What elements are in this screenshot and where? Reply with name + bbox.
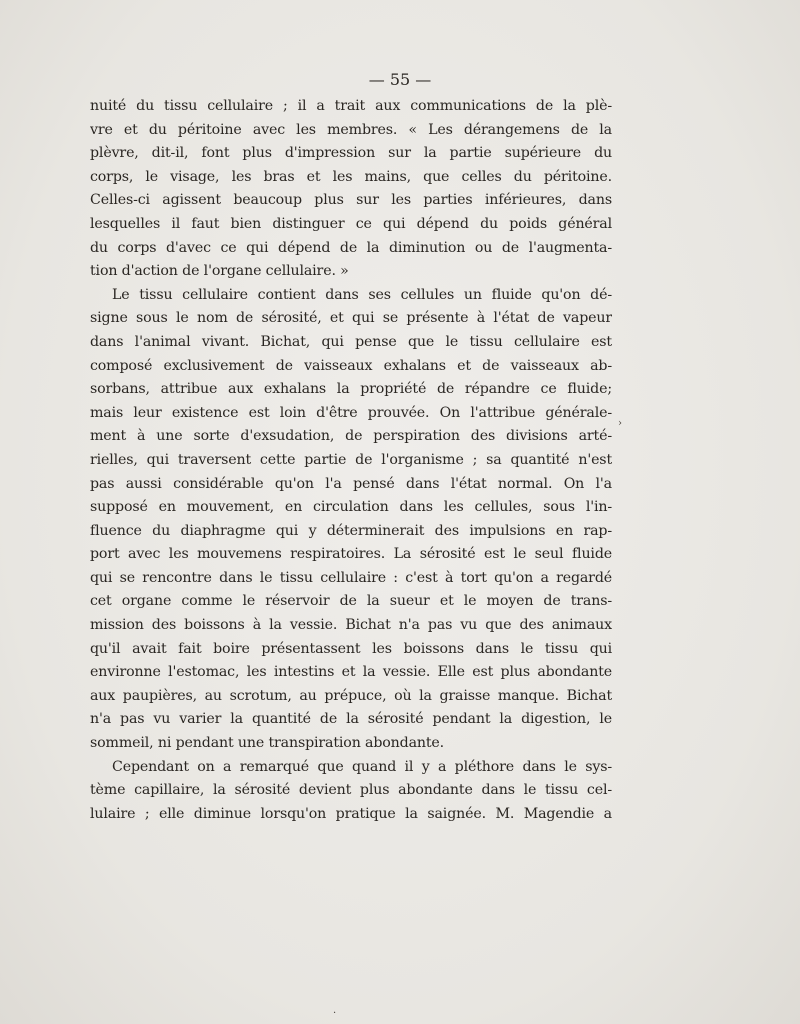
text-line: vre et du péritoine avec les membres. « Les dérangemens de la [90,121,612,138]
text-line: corps, le visage, les bras et les mains, que celles du péritoine. [90,168,612,185]
text-line: tion d'action de l'organe cellulaire. » [90,263,349,280]
text-line: mission des boissons à la vessie. Bichat n'a pas vu que des animaux [90,617,612,634]
text-line: lesquelles il faut bien distinguer ce qui dépend du poids général [90,215,612,232]
text-line: fluence du diaphragme qui y déterminerait des impulsions en rap- [90,522,612,539]
margin-mark: › [618,418,622,429]
paper-speck: · [333,1008,337,1019]
text-line: composé exclusivement de vaisseaux exhalans et de vaisseaux ab- [90,357,612,374]
text-line: dans l'animal vivant. Bichat, qui pense que le tissu cellulaire est [90,333,612,350]
text-line: rielles, qui traversent cette partie de l'organisme ; sa quantité n'est [90,451,612,468]
text-line: supposé en mouvement, en circulation dans les cellules, sous l'in- [90,499,612,516]
text-line: nuité du tissu cellulaire ; il a trait aux communications de la plè- [90,98,612,114]
text-line: cet organe comme le réservoir de la sueur et le moyen de trans- [90,593,612,610]
text-line: plèvre, dit-il, font plus d'impression sur la partie supérieure du [90,145,612,162]
text-line: mais leur existence est loin d'être prouvée. On l'attribue générale- [90,404,612,421]
text-line: signe sous le nom de sérosité, et qui se présente à l'état de vapeur [90,310,612,327]
text-line: port avec les mouvemens respiratoires. La sérosité est le seul fluide [90,546,612,563]
text-line: Cependant on a remarqué que quand il y a pléthore dans le sys- [112,758,612,775]
text-line: environne l'estomac, les intestins et la vessie. Elle est plus abondante [90,664,612,681]
text-line: qui se rencontre dans le tissu cellulaire : c'est à tort qu'on a regardé [90,569,612,586]
text-line: sommeil, ni pendant une transpiration abondante. [90,735,445,752]
text-line: du corps d'avec ce qui dépend de la diminution ou de l'augmenta- [90,239,612,256]
text-line: tème capillaire, la sérosité devient plus abondante dans le tissu cel- [90,782,612,799]
body-text [90,95,612,826]
text-line: n'a pas vu varier la quantité de la sérosité pendant la digestion, le [90,711,612,728]
text-line: ment à une sorte d'exsudation, de perspiration des divisions arté- [90,428,612,445]
text-line: aux paupières, au scrotum, au prépuce, où la graisse manque. Bichat [90,687,612,704]
page-number: — 55 — [368,70,432,89]
text-line: pas aussi considérable qu'on l'a pensé dans l'état normal. On l'a [90,475,612,492]
text-line: Celles-ci agissent beaucoup plus sur les parties inférieures, dans [90,192,612,209]
text-line: qu'il avait fait boire présentassent les boissons dans le tissu qui [90,640,612,657]
text-line: Le tissu cellulaire contient dans ses cellules un fluide qu'on dé- [112,286,612,303]
text-line: sorbans, attribue aux exhalans la propriété de répandre ce fluide; [90,381,612,398]
text-line: lulaire ; elle diminue lorsqu'on pratique la saignée. M. Magendie a [90,805,612,822]
